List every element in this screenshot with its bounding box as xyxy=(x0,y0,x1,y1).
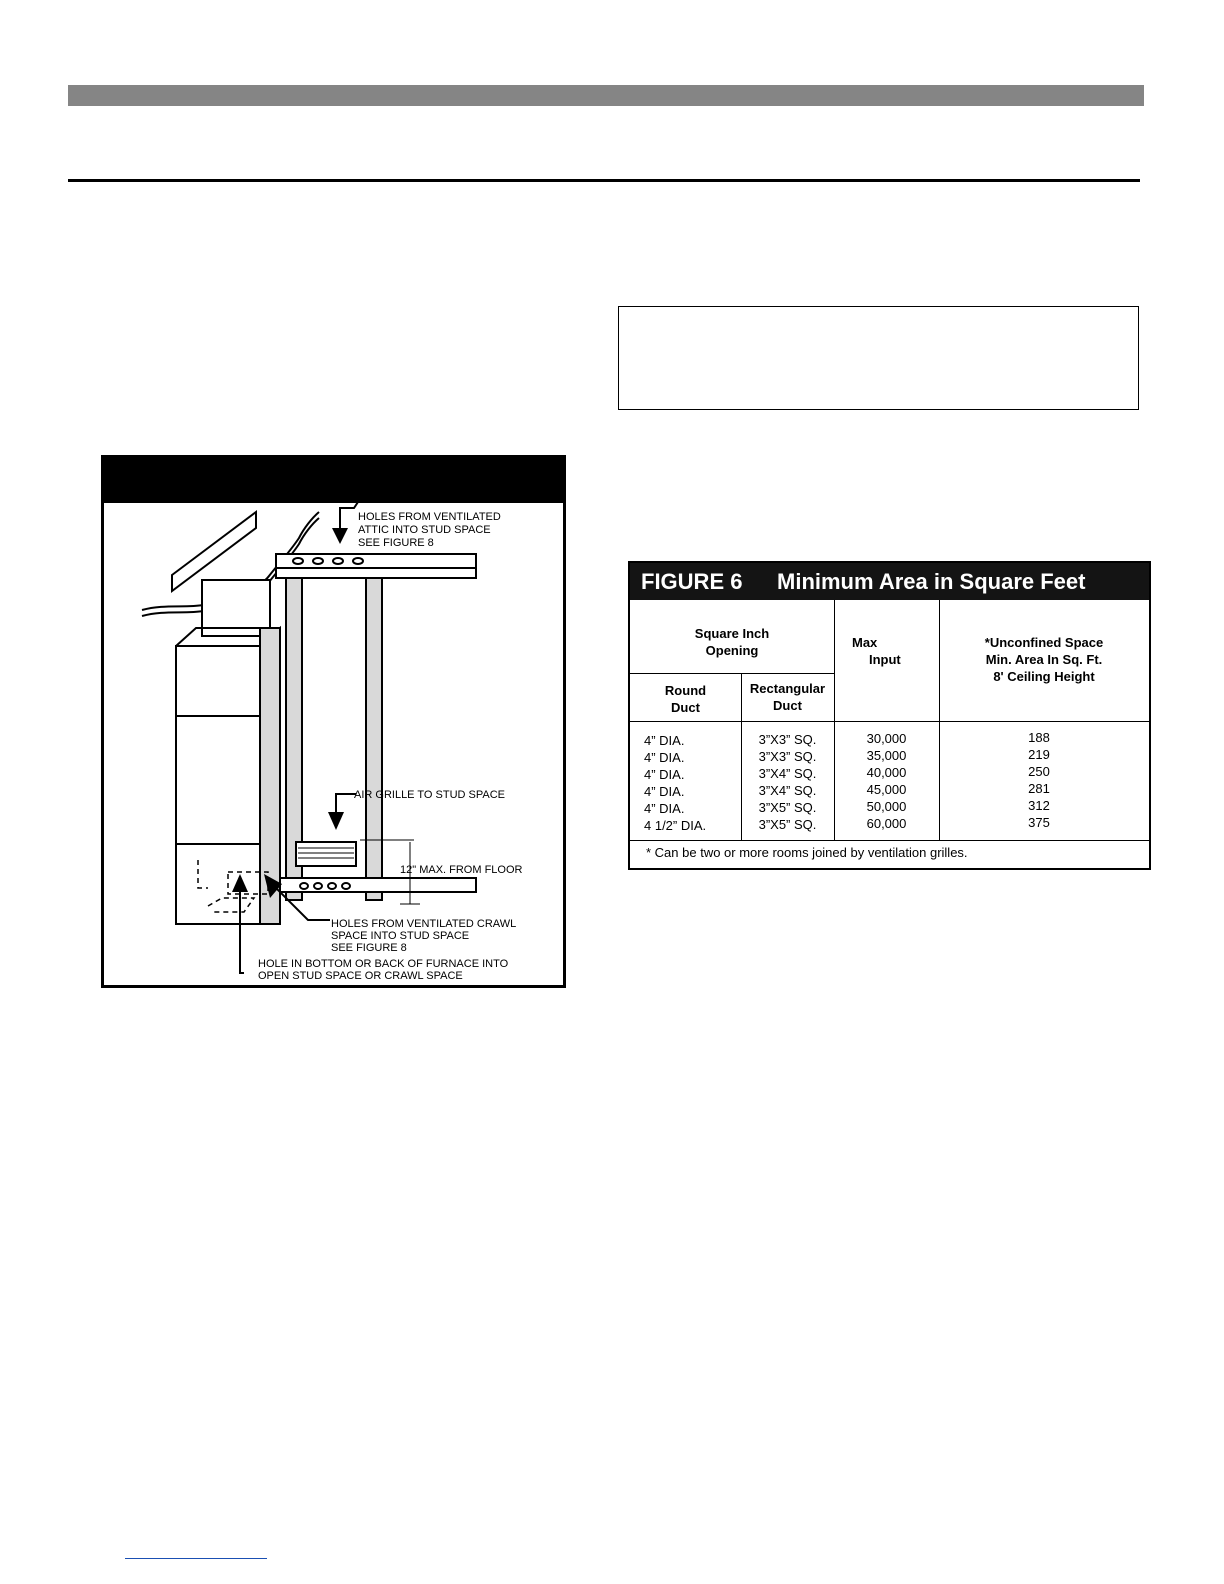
table-cell: 4” DIA. xyxy=(644,784,685,799)
table-cell: 3”X4” SQ. xyxy=(758,766,817,781)
grid-line xyxy=(630,673,835,674)
label-hole-bottom-1: HOLE IN BOTTOM OR BACK OF FURNACE INTO xyxy=(258,958,509,970)
table-cell: 40,000 xyxy=(866,765,907,780)
table-cell: 219 xyxy=(1028,747,1050,762)
table-cell: 4” DIA. xyxy=(644,750,685,765)
table-cell: 4 1/2” DIA. xyxy=(644,818,707,833)
table-cell: 60,000 xyxy=(866,816,907,831)
table-cell: 250 xyxy=(1028,764,1050,779)
header-bar xyxy=(68,85,1144,106)
table-cell: 45,000 xyxy=(866,782,907,797)
figure-5-illustration xyxy=(101,455,566,988)
label-holes-crawl-2: SPACE INTO STUD SPACE xyxy=(331,930,470,942)
table-cell: 4” DIA. xyxy=(644,733,685,748)
table-cell: 4” DIA. xyxy=(644,767,685,782)
furnace-stud-space-drawing xyxy=(104,458,563,985)
header-round-duct: Round Duct xyxy=(664,683,707,715)
label-holes-attic-3: SEE FIGURE 8 xyxy=(358,537,434,549)
header-max-input: Max Input xyxy=(852,635,901,667)
column-max-input xyxy=(834,730,939,832)
table-cell: 281 xyxy=(1028,781,1050,796)
table-cell: 3”X5” SQ. xyxy=(758,800,817,815)
grid-line xyxy=(630,721,1149,722)
label-holes-crawl-1: HOLES FROM VENTILATED CRAWL xyxy=(331,918,517,930)
column-round-duct xyxy=(644,732,724,834)
label-holes-crawl-3: SEE FIGURE 8 xyxy=(331,942,407,954)
label-max-from-floor: 12" MAX. FROM FLOOR xyxy=(400,864,523,876)
note-box xyxy=(618,306,1139,410)
figure-6-number: FIGURE 6 xyxy=(641,569,743,594)
footer-link-underline[interactable] xyxy=(125,1558,267,1559)
table-cell: 35,000 xyxy=(866,748,907,763)
header-rectangular-duct: Rectangular Duct xyxy=(749,681,826,713)
table-cell: 312 xyxy=(1028,798,1050,813)
label-holes-attic-2: ATTIC INTO STUD SPACE xyxy=(358,524,491,536)
table-cell: 375 xyxy=(1028,815,1050,830)
table-footnote: * Can be two or more rooms joined by ventilation grilles. xyxy=(646,845,968,860)
table-cell: 188 xyxy=(1028,730,1050,745)
grid-line xyxy=(630,840,1149,841)
figure-6-table xyxy=(628,561,1151,870)
label-hole-bottom-2: OPEN STUD SPACE OR CRAWL SPACE xyxy=(258,970,463,982)
column-min-area xyxy=(939,729,1139,831)
table-cell: 3”X4” SQ. xyxy=(758,783,817,798)
label-holes-attic-1: HOLES FROM VENTILATED xyxy=(358,511,501,523)
header-square-inch: Square Inch Opening xyxy=(694,626,770,658)
header-rule xyxy=(68,179,1140,182)
figure-6-title: Minimum Area in Square Feet xyxy=(777,569,1086,594)
figure-6-header xyxy=(630,563,1149,600)
table-cell: 3”X3” SQ. xyxy=(758,749,817,764)
table-cell: 3”X5” SQ. xyxy=(758,817,817,832)
table-cell: 50,000 xyxy=(866,799,907,814)
header-unconfined-space: *Unconfined Space Min. Area In Sq. Ft. 8' Ceiling Height xyxy=(984,635,1104,684)
table-cell: 4” DIA. xyxy=(644,801,685,816)
grid-line xyxy=(834,600,835,721)
table-cell: 3”X3” SQ. xyxy=(758,732,817,747)
label-air-grille: AIR GRILLE TO STUD SPACE xyxy=(354,789,505,801)
column-rectangular-duct xyxy=(741,731,834,833)
table-cell: 30,000 xyxy=(866,731,907,746)
